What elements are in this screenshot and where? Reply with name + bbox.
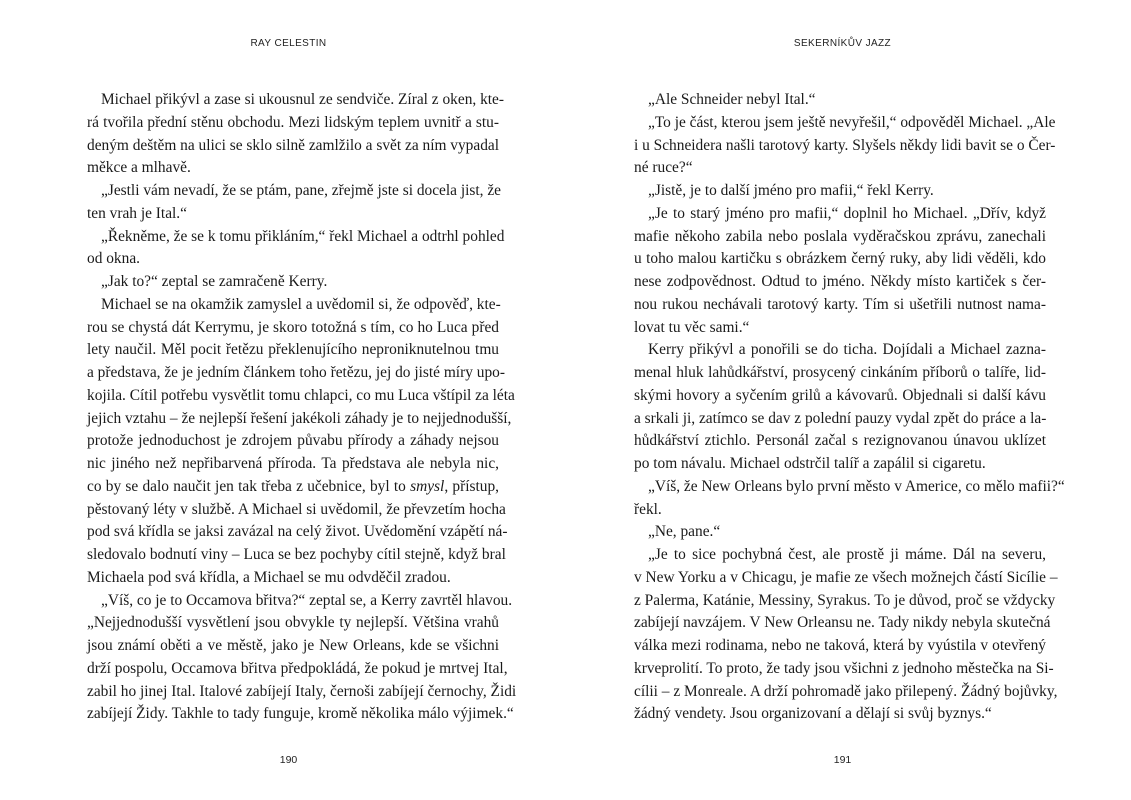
text-line: pod svá křídla se jaksi zavázal na celý život. Uvědomění vzápětí ná- — [87, 523, 508, 541]
text-line: řekl. — [634, 500, 662, 518]
text-line: „Je to sice pochybná čest, ale prostě ji máme. Dál na severu, — [648, 546, 1046, 563]
text-line: po tom návalu. Michael odstrčil talíř a zapálil si cigaretu. — [634, 455, 986, 472]
paragraph — [634, 339, 1046, 476]
right-text-block — [634, 89, 1065, 726]
text-line: nic jiného než nepřibarvená příroda. Ta představa ale nebyla nic, — [87, 455, 499, 472]
text-line: zabíjejí navzájem. V New Orleansu ne. Tady nikdy nebyla skutečná — [634, 614, 1051, 632]
text-line: menal hluk lahůdkářství, prosycený cinkáním příborů o talíře, lid- — [634, 364, 1046, 381]
text-line: Kerry přikývl a ponořili se do ticha. Dojídali a Michael zazna- — [648, 341, 1046, 359]
text-line: jejich vztahu – že nejlepší řešení jakékoli záhady je to nejjednodušší, — [87, 409, 512, 427]
text-line: zabil ho jinej Ital. Italové zabíjejí Italy, černoši zabíjejí černochy, Židi — [87, 682, 517, 700]
text-line: drží pospolu, Occamova břitva předpokládá, že pokud je mrtvej Ital, — [87, 659, 508, 677]
page-number-left: 190 — [279, 754, 298, 766]
paragraph — [87, 271, 499, 294]
text-line: „To je část, kterou jsem ještě nevyřešil,“ odpověděl Michael. „Ale — [648, 113, 1056, 131]
left-text-block — [87, 89, 517, 726]
text-line: žádný vendety. Jsou organizovaní a dělají si svůj byznys.“ — [634, 705, 992, 723]
text-line: měkce a mlhavě. — [87, 159, 191, 177]
paragraph — [87, 89, 505, 180]
text-line: kojila. Cítil potřebu vysvětlit tomu chlapci, co mu Luca vštípil za léta — [87, 386, 515, 404]
page-number-right: 191 — [833, 754, 852, 766]
text-line: u toho malou kartičku s obrázkem černý ruky, aby lidi věděli, kdo — [634, 250, 1046, 268]
text-line: lovat tu věc sami.“ — [634, 318, 750, 336]
text-line: pěstovaný léty v službě. A Michael si uvědomil, že převzetím hocha — [87, 500, 506, 518]
text-line: skými hovory a syčením grilů a kávovarů. Objednali si další kávu — [634, 386, 1046, 404]
text-line: Michaela pod svá křídla, a Michael se mu odvděčil zradou. — [87, 568, 451, 586]
text-line: zabíjejí Židy. Takhle to tady funguje, kromě několika málo výjimek.“ — [87, 705, 514, 723]
text-line: nese zodpovědnost. Odtud to jméno. Někdy místo kartiček s čer- — [634, 273, 1046, 290]
text-line: cílii – z Monreale. A drží pohromadě jako přilepený. Žádný bojůvky, — [634, 682, 1058, 700]
text-line: „Jistě, je to další jméno pro mafii,“ řekl Kerry. — [648, 182, 934, 199]
text-line: nou rukou nechávali tarotový karty. Tím si ušetřili nutnost nama- — [634, 295, 1046, 313]
text-line: protože jednoduchost je zdrojem půvabu přírody a záhady nejsou — [87, 432, 499, 450]
text-line: jsou známí oběti a ve městě, jako je New Orleans, kde se všichni — [87, 637, 499, 654]
paragraph — [634, 180, 1046, 203]
text-line: i u Schneidera našli tarotový karty. Slyšels někdy lidi bavit se o Čer- — [634, 136, 1056, 154]
paragraph — [87, 590, 517, 727]
text-line: „Víš, že New Orleans bylo první město v Americe, co mělo mafii?“ — [648, 477, 1065, 495]
paragraph — [87, 180, 502, 226]
paragraph — [87, 294, 515, 590]
right-page — [566, 0, 1131, 800]
text-line: mafie někoho zabila nebo poslala vyděračskou zprávu, zanechali — [634, 227, 1046, 245]
text-line: deným deštěm na ulici se sklo silně zamlžilo a svět za ním vypadal — [87, 136, 500, 154]
running-head-title: SEKERNÍKŮV JAZZ — [793, 38, 892, 49]
paragraph — [87, 226, 505, 272]
paragraph — [634, 89, 1046, 112]
text-line: „Jak to?“ zeptal se zamračeně Kerry. — [101, 273, 328, 290]
text-line: „Jestli vám nevadí, že se ptám, pane, zřejmě jste si docela jist, že — [101, 182, 502, 199]
text-line: né ruce?“ — [634, 159, 693, 177]
text-line: ten vrah je Ital.“ — [87, 204, 187, 222]
text-line: hůdkářství ztichlo. Personál začal s rezignovanou únavou uklízet — [634, 432, 1046, 450]
text-line: sledovalo bodnutí viny – Luca se bez pochyby cítil stejně, když bral — [87, 546, 506, 563]
text-line: „Řekněme, že se k tomu přikláním,“ řekl Michael a odtrhl pohled — [101, 227, 505, 245]
text-line: válka mezi rodinama, nebo ne taková, která by vyústila v otevřený — [634, 637, 1046, 654]
text-line: rou se chystá dát Kerrymu, je skoro totožná s tím, co ho Luca před — [87, 318, 499, 336]
text-line: z Palerma, Katánie, Messiny, Syrakus. To je důvod, proč se vždycky — [634, 591, 1056, 609]
text-line: Michael se na okamžik zamyslel a uvědomil si, že odpověď, kte- — [101, 295, 501, 313]
text-line: od okna. — [87, 250, 141, 268]
paragraph — [634, 112, 1056, 180]
running-head-author: RAY CELESTIN — [250, 38, 327, 49]
text-line: „Ne, pane.“ — [648, 523, 721, 541]
text-line: „Víš, co je to Occamova břitva?“ zeptal se, a Kerry zavrtěl hlavou. — [101, 591, 513, 609]
text-line: „Je to starý jméno pro mafii,“ doplnil ho Michael. „Dřív, když — [648, 204, 1046, 222]
text-line: krveprolití. To proto, že tady jsou všichni z jednoho městečka na Si- — [634, 659, 1054, 677]
paragraph — [634, 476, 1065, 522]
text-line: co by se dalo naučit jen tak třeba z učebnice, byl to smysl, přístup, — [87, 477, 500, 495]
text-line: a srkali ji, zatímco se dav z polední pauzy vydal zpět do práce a la- — [634, 409, 1047, 427]
text-line: a představa, že je jedním článkem toho řetězu, jej do jisté míry upo- — [87, 364, 505, 381]
text-line: v New Yorku a v Chicagu, je mafie ze všech možnejch částí Sicílie – — [634, 568, 1058, 586]
text-line: Michael přikývl a zase si ukousnul ze sendviče. Zíral z oken, kte- — [101, 91, 505, 108]
text-line: lety naučil. Měl pocit řetězu překlenujícího neproniknutelnou tmu — [87, 341, 499, 359]
text-line: rá tvořila přední stěnu obchodu. Mezi lidským teplem uvnitř a stu- — [87, 113, 499, 131]
paragraph — [634, 203, 1046, 340]
text-line: „Ale Schneider nebyl Ital.“ — [648, 91, 816, 108]
emphasis-word: smysl — [410, 477, 445, 495]
paragraph — [634, 544, 1058, 726]
left-page — [0, 0, 565, 800]
text-line: „Nejjednodušší vysvětlení jsou obvykle ty nejlepší. Většina vrahů — [87, 614, 499, 632]
paragraph — [634, 521, 1046, 544]
